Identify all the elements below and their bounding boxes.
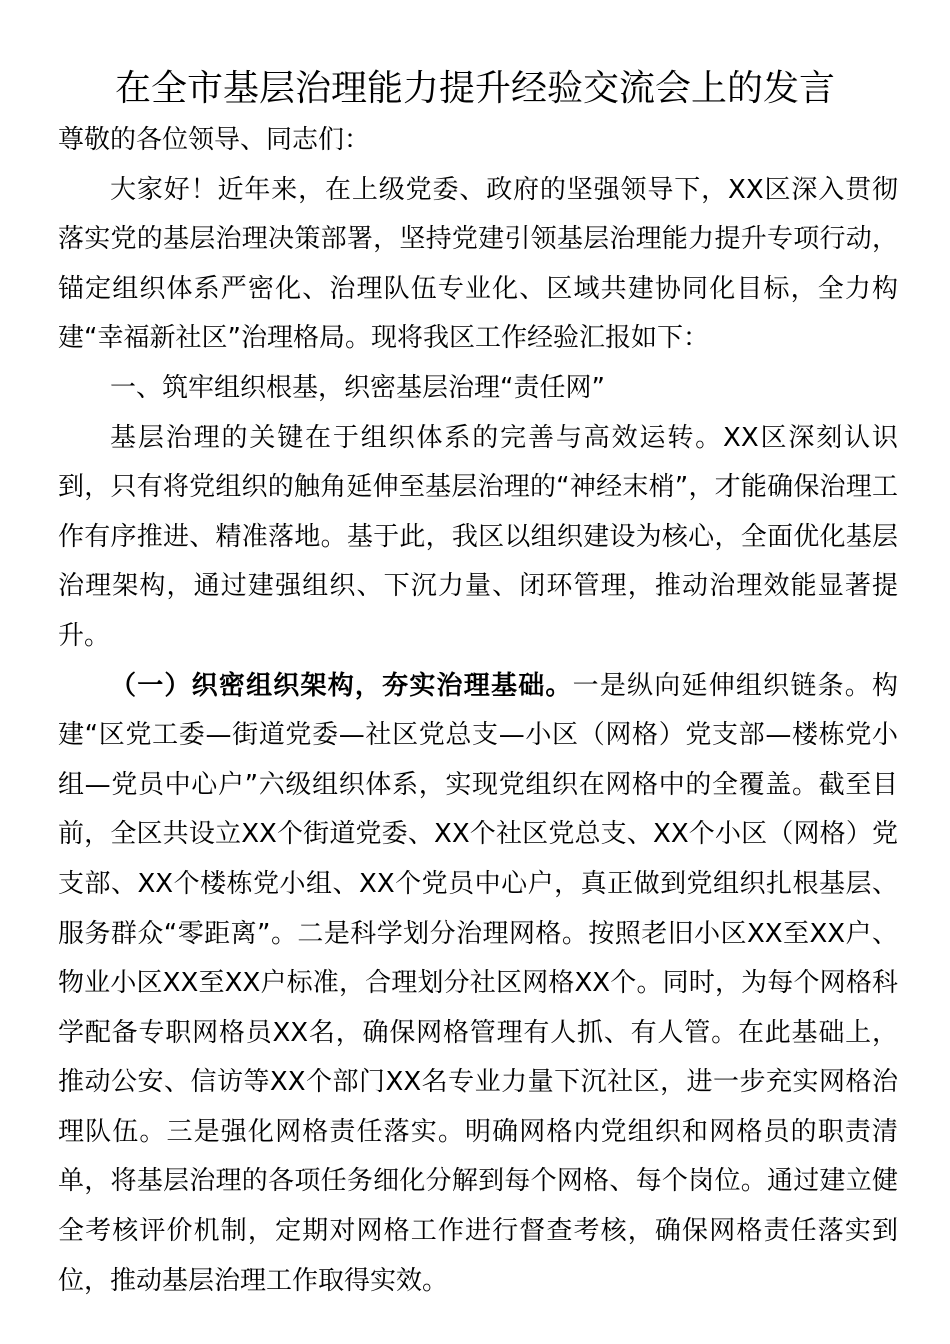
salutation: 尊敬的各位领导、同志们： bbox=[58, 125, 371, 155]
paragraph-subsection-1 bbox=[58, 662, 898, 1307]
section-heading-1: 一、筑牢组织根基，织密基层治理“责任网” bbox=[110, 372, 605, 403]
document-title: 在全市基层治理能力提升经验交流会上的发言 bbox=[114, 68, 835, 109]
paragraph-section-intro: 基层治理的关键在于组织体系的完善与高效运转。XX区深刻认识到，只有将党组织的触角延伸至基层治理的“神经末梢”，才能确保治理工作有序推进、精准落地。基于此，我区以组织建设为核心，全面优化基层治理架构，通过建强组织、下沉力量、闭环管理，推动治理效能显著提升。 bbox=[58, 422, 898, 651]
subsection-body: 一是纵向延伸组织链条。构建“区党工委—街道党委—社区党总支—小区（网格）党支部—楼栋党小组—党员中心户”六级组织体系，实现党组织在网格中的全覆盖。截至目前，全区共设立XX个街道党委、XX个社区党总支、XX个小区（网格）党支部、XX个楼栋党小组、XX个党员中心户，真正做到党组织扎根基层、服务群众“零距离”。二是科学划分治理网格。按照老旧小区XX至XX户、物业小区XX至XX户标准，合理划分社区网格XX个。同时，为每个网格科学配备专职网格员XX名，确保网格管理有人抓、有人管。在此基础上，推动公安、信访等XX个部门XX名专业力量下沉社区，进一步充实网格治理队伍。三是强化网格责任落实。明确网格内党组织和网格员的职责清单，将基层治理的各项任务细化分解到每个网格、每个岗位。通过建立健全考核评价机制，定期对网格工作进行督查考核，确保网格责任落实到位，推动基层治理工作取得实效。 bbox=[58, 670, 898, 1296]
subsection-heading: （一）织密组织架构，夯实治理基础。 bbox=[110, 670, 573, 701]
paragraph-greeting: 大家好！近年来，在上级党委、政府的坚强领导下，XX区深入贯彻落实党的基层治理决策部署，坚持党建引领基层治理能力提升专项行动，锚定组织体系严密化、治理队伍专业化、区域共建协同化目标，全力构建“幸福新社区”治理格局。现将我区工作经验汇报如下： bbox=[58, 174, 898, 354]
document-body bbox=[58, 116, 898, 1306]
